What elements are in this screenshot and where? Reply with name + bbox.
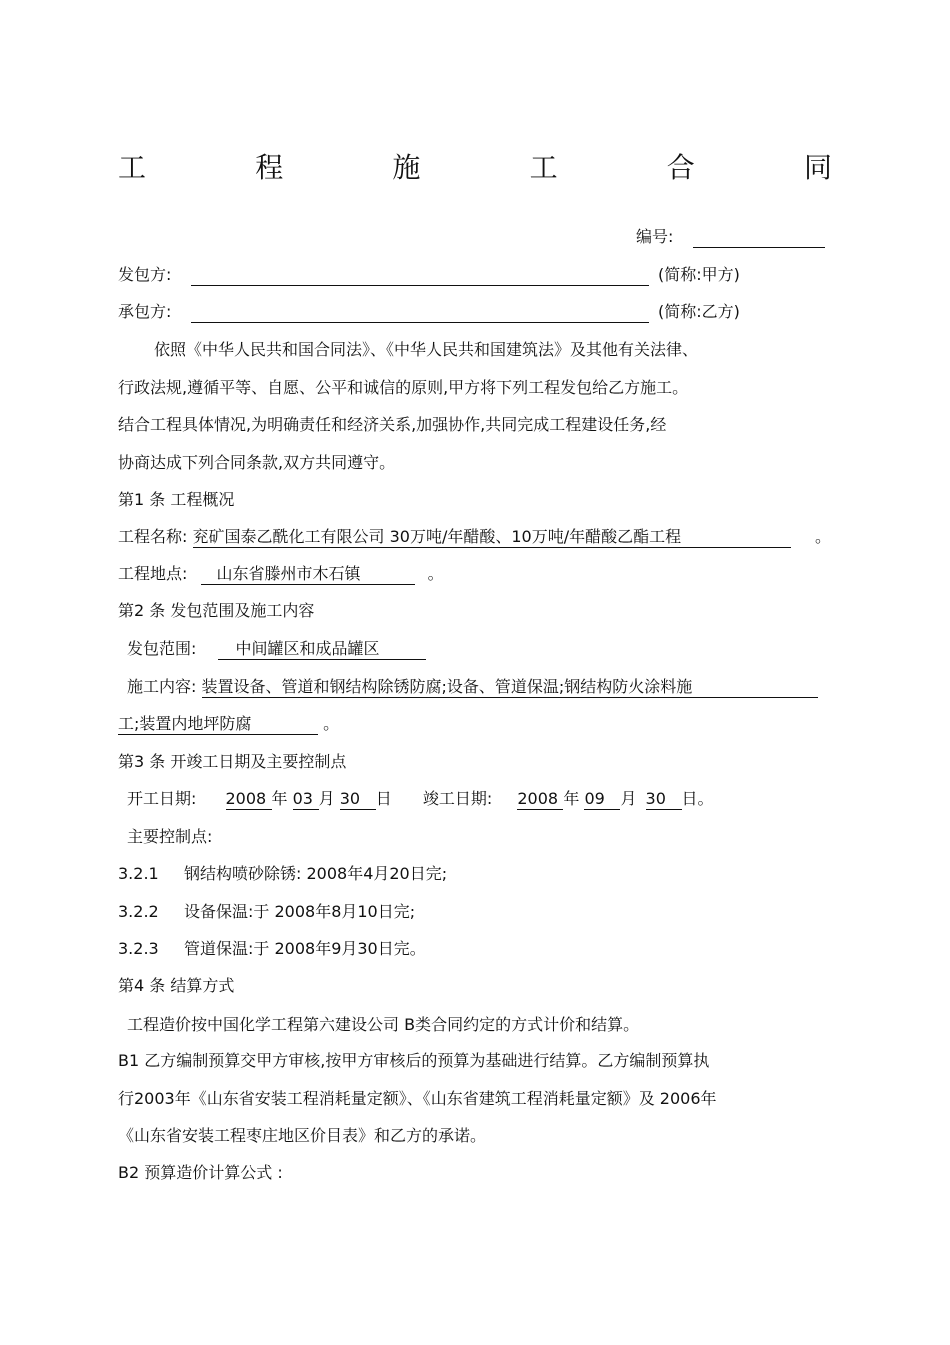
article-4-heading: 第4 条 结算方式	[118, 976, 235, 995]
client-row	[118, 264, 649, 286]
dates-row	[127, 788, 714, 810]
control-item-1-number: 3.2.1	[118, 864, 159, 883]
preamble-line-3: 结合工程具体情况,为明确责任和经济关系,加强协作,共同完成工程建设任务,经	[118, 415, 667, 434]
project-name-end: 。	[815, 527, 832, 546]
project-location-value: 山东省滕州市木石镇	[201, 564, 415, 585]
content-row-2	[118, 713, 339, 735]
project-name-value: 兖矿国泰乙酰化工有限公司 30万吨/年醋酸、10万吨/年醋酸乙酯工程	[193, 527, 791, 548]
scope-value: 中间罐区和成品罐区	[218, 639, 426, 660]
b2-line: B2 预算造价计算公式 :	[118, 1163, 283, 1182]
end-date-label: 竣工日期:	[422, 789, 493, 808]
control-item-3-number: 3.2.3	[118, 939, 159, 958]
control-item-2	[118, 901, 415, 923]
project-name-row	[118, 526, 791, 548]
title-char-2: 程	[255, 151, 284, 184]
contractor-row	[118, 301, 649, 323]
content-end: 。	[323, 714, 340, 733]
end-month-char: 月	[620, 789, 637, 808]
title-char-1: 工	[118, 151, 147, 184]
start-day-char: 日	[375, 789, 392, 808]
start-day: 30	[340, 789, 376, 810]
article-1-heading: 第1 条 工程概况	[118, 490, 235, 509]
end-month: 09	[584, 789, 620, 810]
control-item-3	[118, 938, 426, 960]
end-year: 2008	[517, 789, 563, 810]
title-char-6: 同	[803, 151, 832, 184]
client-label: 发包方:	[118, 265, 172, 284]
scope-label: 发包范围:	[127, 639, 197, 658]
start-month: 03	[293, 789, 319, 810]
end-year-char: 年	[563, 789, 580, 808]
control-item-1	[118, 863, 447, 885]
contract-number-blank	[693, 227, 825, 248]
b1-line-3: 《山东省安装工程枣庄地区价目表》和乙方的承诺。	[118, 1126, 487, 1145]
preamble-line-4: 协商达成下列合同条款,双方共同遵守。	[118, 453, 396, 472]
start-date-label: 开工日期:	[127, 789, 197, 808]
end-day: 30	[646, 789, 682, 810]
control-item-1-text: 钢结构喷砂除锈: 2008年4月20日完;	[184, 864, 448, 883]
contractor-blank	[191, 302, 649, 323]
scope-row	[127, 638, 426, 660]
content-value-line-2: 工;装置内地坪防腐	[118, 714, 318, 735]
start-year: 2008	[226, 789, 272, 810]
title-char-4: 工	[529, 151, 558, 184]
control-item-2-number: 3.2.2	[118, 902, 159, 921]
control-item-3-text: 管道保温:于 2008年9月30日完。	[184, 939, 426, 958]
content-value-line-1: 装置设备、管道和钢结构除锈防腐;设备、管道保温;钢结构防火涂料施	[202, 677, 818, 698]
project-location-row	[118, 563, 444, 585]
content-row-1	[127, 676, 818, 698]
title-char-5: 合	[666, 151, 695, 184]
end-day-char: 日。	[681, 789, 714, 808]
settlement-intro: 工程造价按中国化学工程第六建设公司 B类合同约定的方式计价和结算。	[127, 1015, 640, 1034]
article-3-heading: 第3 条 开竣工日期及主要控制点	[118, 752, 347, 771]
start-month-char: 月	[318, 789, 335, 808]
control-item-2-text: 设备保温:于 2008年8月10日完;	[184, 902, 416, 921]
contract-number-label: 编号:	[636, 227, 674, 246]
b1-line-2: 行2003年《山东省安装工程消耗量定额》、《山东省建筑工程消耗量定额》及 2006年	[118, 1089, 717, 1108]
content-label: 施工内容:	[127, 677, 197, 696]
contract-number	[636, 226, 825, 248]
title-char-3: 施	[392, 151, 421, 184]
b1-line-1: B1 乙方编制预算交甲方审核,按甲方审核后的预算为基础进行结算。乙方编制预算执	[118, 1051, 710, 1070]
start-year-char: 年	[271, 789, 288, 808]
contractor-note: (简称:乙方)	[658, 302, 740, 321]
contractor-label: 承包方:	[118, 302, 172, 321]
preamble-line-1: 依照《中华人民共和国合同法》、《中华人民共和国建筑法》及其他有关法律、	[154, 340, 699, 359]
project-name-label: 工程名称:	[118, 527, 188, 546]
client-note: (简称:甲方)	[658, 265, 740, 284]
client-blank	[191, 265, 649, 286]
document-title	[118, 150, 832, 186]
project-location-label: 工程地点:	[118, 564, 188, 583]
project-location-end: 。	[427, 564, 444, 583]
control-points-label: 主要控制点:	[127, 827, 213, 846]
article-2-heading: 第2 条 发包范围及施工内容	[118, 601, 315, 620]
preamble-line-2: 行政法规,遵循平等、自愿、公平和诚信的原则,甲方将下列工程发包给乙方施工。	[118, 378, 689, 397]
